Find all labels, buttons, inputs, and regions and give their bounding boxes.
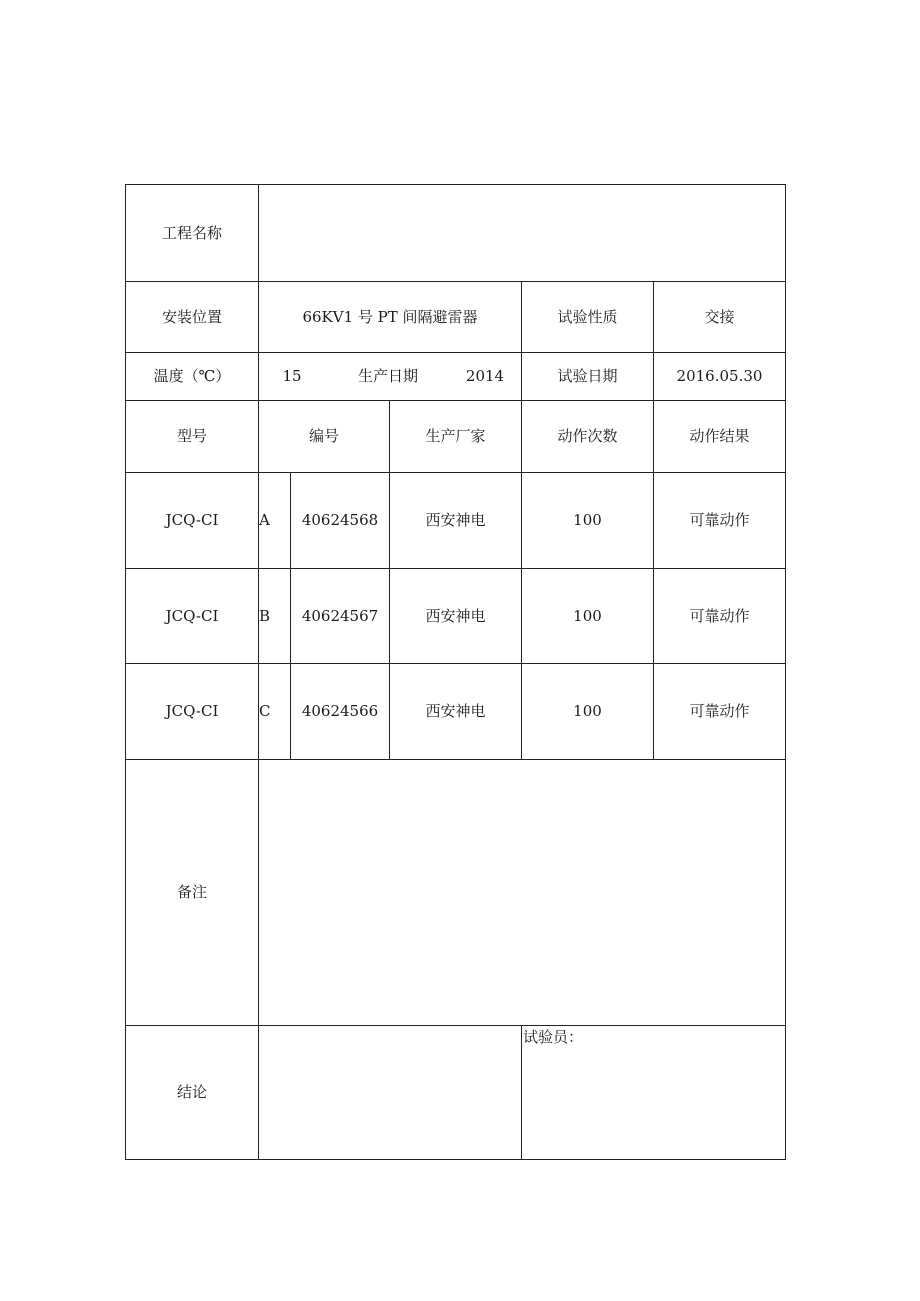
table-row-a-serial: 40624568 <box>301 511 379 529</box>
test-nature-label: 试验性质 <box>557 307 618 326</box>
remarks-field[interactable] <box>259 760 785 1025</box>
header-serial: 编号 <box>308 427 339 445</box>
test-nature-value: 交接 <box>704 307 735 326</box>
test-date-value: 2016.05.30 <box>676 367 763 385</box>
conclusion-field[interactable] <box>259 1026 521 1159</box>
install-location-value: 66KV1 号 PT 间隔避雷器 <box>302 307 478 326</box>
production-date-value: 2014 <box>465 367 505 385</box>
project-name-field[interactable] <box>259 185 785 281</box>
header-model: 型号 <box>176 427 207 445</box>
table-row-c-action-result: 可靠动作 <box>689 702 750 720</box>
table-row-a-phase: A <box>259 511 270 529</box>
header-manufacturer: 生产厂家 <box>425 427 486 445</box>
table-row-b-manufacturer: 西安神电 <box>425 606 486 625</box>
table-row-c-model: JCQ-CI <box>165 702 219 720</box>
project-name-label: 工程名称 <box>161 223 222 242</box>
temperature-value: 15 <box>282 367 302 385</box>
header-action-result: 动作结果 <box>689 427 750 445</box>
border-bottom <box>125 1159 786 1160</box>
table-row-a-model: JCQ-CI <box>165 511 219 529</box>
install-location-label: 安装位置 <box>161 307 222 326</box>
table-row-b-action-count: 100 <box>573 606 602 625</box>
temperature-label: 温度（℃） <box>153 367 231 385</box>
table-row-c-action-count: 100 <box>573 702 602 720</box>
header-action-count: 动作次数 <box>557 427 618 445</box>
table-row-a-action-count: 100 <box>573 511 602 529</box>
conclusion-label: 结论 <box>176 1083 207 1101</box>
table-row-a-action-result: 可靠动作 <box>689 511 750 529</box>
table-row-c-phase: C <box>259 702 271 720</box>
remarks-label: 备注 <box>176 883 207 901</box>
table-row-a-manufacturer: 西安神电 <box>425 511 486 529</box>
table-row-c-manufacturer: 西安神电 <box>425 702 486 720</box>
tester-label: 试验员： <box>523 1028 584 1046</box>
production-date-label: 生产日期 <box>357 367 418 385</box>
table-row-b-model: JCQ-CI <box>165 606 219 625</box>
test-date-label: 试验日期 <box>557 367 618 385</box>
table-row-c-serial: 40624566 <box>301 702 379 720</box>
tester-signature-field[interactable] <box>522 1052 785 1159</box>
table-row-b-action-result: 可靠动作 <box>689 606 750 625</box>
table-row-b-serial: 40624567 <box>301 606 379 625</box>
table-row-b-phase: B <box>259 606 271 625</box>
border-right <box>785 184 786 1160</box>
